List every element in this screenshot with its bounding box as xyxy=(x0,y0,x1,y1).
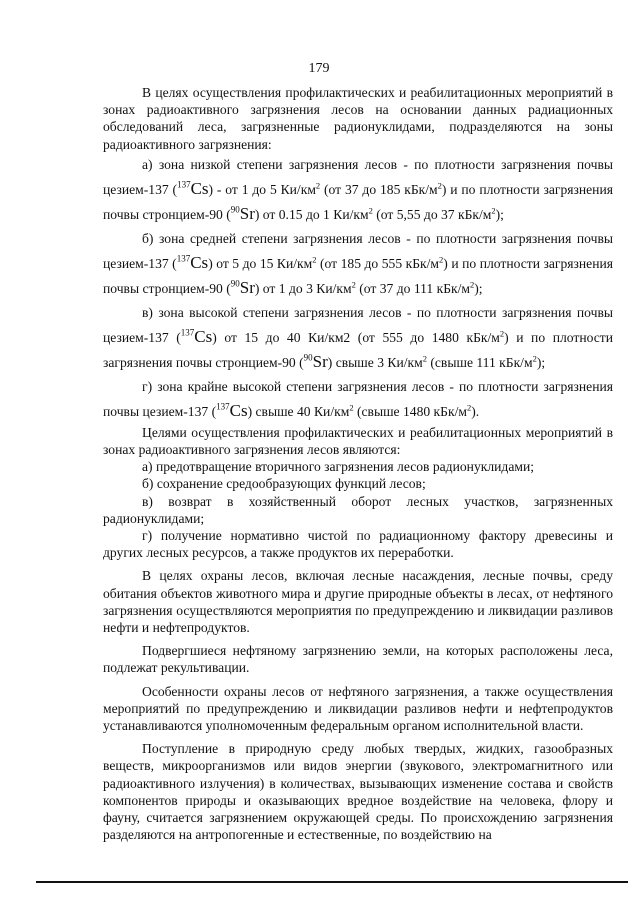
text-run: ); xyxy=(474,280,483,296)
paragraph-oil-protection: В целях охраны лесов, включая лесные насаждения, лесные почвы, среду обитания объектов животного мира и другие природные объекты в лесах, от нефтяного загрязнения осуществляются мероприятия по предупреждению и ликвидации разливов нефти и нефтепродуктов. xyxy=(103,568,613,636)
text-run: ) - от 1 до 5 Ки/км xyxy=(208,181,316,197)
text-run: ) и по плотности загрязнения почвы стронцием-90 ( xyxy=(103,329,613,370)
text-run: ) от 1 до 3 Ки/км xyxy=(254,280,352,296)
sr-mass-number: 90 xyxy=(230,278,240,289)
paragraph-oil-specifics: Особенности охраны лесов от нефтяного загрязнения, а также осуществления мероприятий по предупреждению и ликвидации разливов нефти и нефтепродуктов устанавливаются уполномоченным федеральным органом исполнительной власти. xyxy=(103,683,613,734)
cs-symbol: Cs xyxy=(190,252,209,272)
cesium-isotope xyxy=(181,327,212,346)
text-run: б) зона средней степени загрязнения лесов - по плотности загрязнения почвы цезием-137 ( xyxy=(103,230,613,271)
superscript: 2 xyxy=(312,254,317,265)
paragraph-pollution-definition: Поступление в природную среду любых твердых, жидких, газообразных веществ, микроорганизмов или видов энергии (звукового, электромагнитного или радиоактивного излучения) в количествах, вызывающих изменение состава и свойств компонентов природы и оказывающих вредное воздействие на человека, флору и фауну, считается загрязнением окружающей среды. По происхождению загрязнения разделяются на антропогенные и естественные, по воздействию на xyxy=(103,741,613,843)
text-run: (свыше 111 кБк/м xyxy=(426,354,533,370)
superscript: 2 xyxy=(439,254,444,265)
paragraph-goals: Целями осуществления профилактических и реабилитационных мероприятий в зонах радиоактивного загрязнения лесов являются: xyxy=(103,424,613,458)
text-run: ) от 15 до 40 Ки/км2 (от 555 до 1480 кБк/м xyxy=(212,329,500,345)
text-run: (от 37 до 111 кБк/м xyxy=(355,280,471,296)
cs-symbol: Cs xyxy=(194,326,213,346)
paragraph-intro: В целях осуществления профилактических и реабилитационных мероприятий в зонах радиоактивного загрязнения лесов на основании данных радиационных обследований леса, загрязненные радионуклидами, подразделяются на зоны радиоактивного загрязнения: xyxy=(103,85,613,152)
zone-c-paragraph xyxy=(103,301,613,375)
sr-mass-number: 90 xyxy=(303,352,313,363)
superscript: 2 xyxy=(422,353,427,364)
text-run: ) и по плотности загрязнения почвы стронцием-90 ( xyxy=(103,181,613,222)
sr-symbol: Sr xyxy=(312,351,328,371)
superscript: 2 xyxy=(499,328,505,339)
text-run: (от 185 до 555 кБк/м xyxy=(316,255,440,271)
cesium-isotope xyxy=(177,253,208,272)
superscript: 2 xyxy=(315,180,321,191)
text-run: (свыше 1480 кБк/м xyxy=(353,403,467,419)
superscript: 2 xyxy=(491,205,496,216)
superscript: 2 xyxy=(466,402,472,413)
goal-c: в) возврат в хозяйственный оборот лесных участков, загрязненных радионуклидами; xyxy=(103,493,613,526)
strontium-isotope xyxy=(231,278,255,297)
document-body xyxy=(103,84,613,843)
cs-symbol: Cs xyxy=(229,400,248,420)
text-run: ) свыше 40 Ки/км xyxy=(247,403,350,419)
text-run: ) свыше 3 Ки/км xyxy=(327,354,423,370)
cs-mass-number: 137 xyxy=(216,401,230,412)
cs-mass-number: 137 xyxy=(176,253,191,264)
superscript: 2 xyxy=(437,180,442,191)
sr-symbol: Sr xyxy=(239,277,255,297)
superscript: 2 xyxy=(368,205,373,216)
superscript: 2 xyxy=(351,279,356,290)
sr-mass-number: 90 xyxy=(230,204,240,215)
zone-d-paragraph xyxy=(103,375,613,424)
zone-b-paragraph xyxy=(103,227,613,301)
text-run: в) зона высокой степени загрязнения лесов - по плотности загрязнения почвы цезием-137 ( xyxy=(103,304,613,345)
text-run: ) от 0.15 до 1 Ки/км xyxy=(254,206,369,222)
text-run: ). xyxy=(471,403,480,419)
goal-b: б) сохранение средообразующих функций лесов; xyxy=(142,476,426,492)
paragraph-oil-recultivation: Подвергшиеся нефтяному загрязнению земли, на которых расположены леса, подлежат рекультивации. xyxy=(103,643,613,676)
text-run: ); xyxy=(536,354,546,370)
cs-symbol: Cs xyxy=(190,178,209,198)
superscript: 2 xyxy=(532,353,537,364)
cesium-isotope xyxy=(177,179,208,198)
strontium-isotope xyxy=(231,204,255,223)
sr-symbol: Sr xyxy=(239,203,255,223)
goal-a: а) предотвращение вторичного загрязнения лесов радионуклидами; xyxy=(142,459,535,475)
text-run: г) зона крайне высокой степени загрязнения лесов - по плотности загрязнения почвы цезием-137 ( xyxy=(103,378,613,419)
footer-rule xyxy=(36,881,628,883)
text-run: ) и по плотности загрязнения почвы стронцием-90 ( xyxy=(103,255,613,296)
zone-a-paragraph xyxy=(103,153,613,227)
superscript: 2 xyxy=(349,402,354,413)
text-run: а) зона низкой степени загрязнения лесов - по плотности загрязнения почвы цезием-137 ( xyxy=(103,156,613,197)
text-run: ); xyxy=(495,206,504,222)
text-run: (от 37 до 185 кБк/м xyxy=(320,181,438,197)
text-run: ) от 5 до 15 Ки/км xyxy=(208,255,313,271)
page-number: 179 xyxy=(308,61,330,76)
text-run: (от 5,55 до 37 кБк/м xyxy=(372,206,492,222)
cesium-isotope xyxy=(216,401,247,420)
superscript: 2 xyxy=(470,279,475,290)
strontium-isotope xyxy=(304,352,328,371)
cs-mass-number: 137 xyxy=(177,179,191,190)
goal-d: г) получение нормативно чистой по радиационному фактору древесины и других лесных ресурсов, а также продуктов их переработки. xyxy=(103,528,613,561)
cs-mass-number: 137 xyxy=(180,327,195,338)
